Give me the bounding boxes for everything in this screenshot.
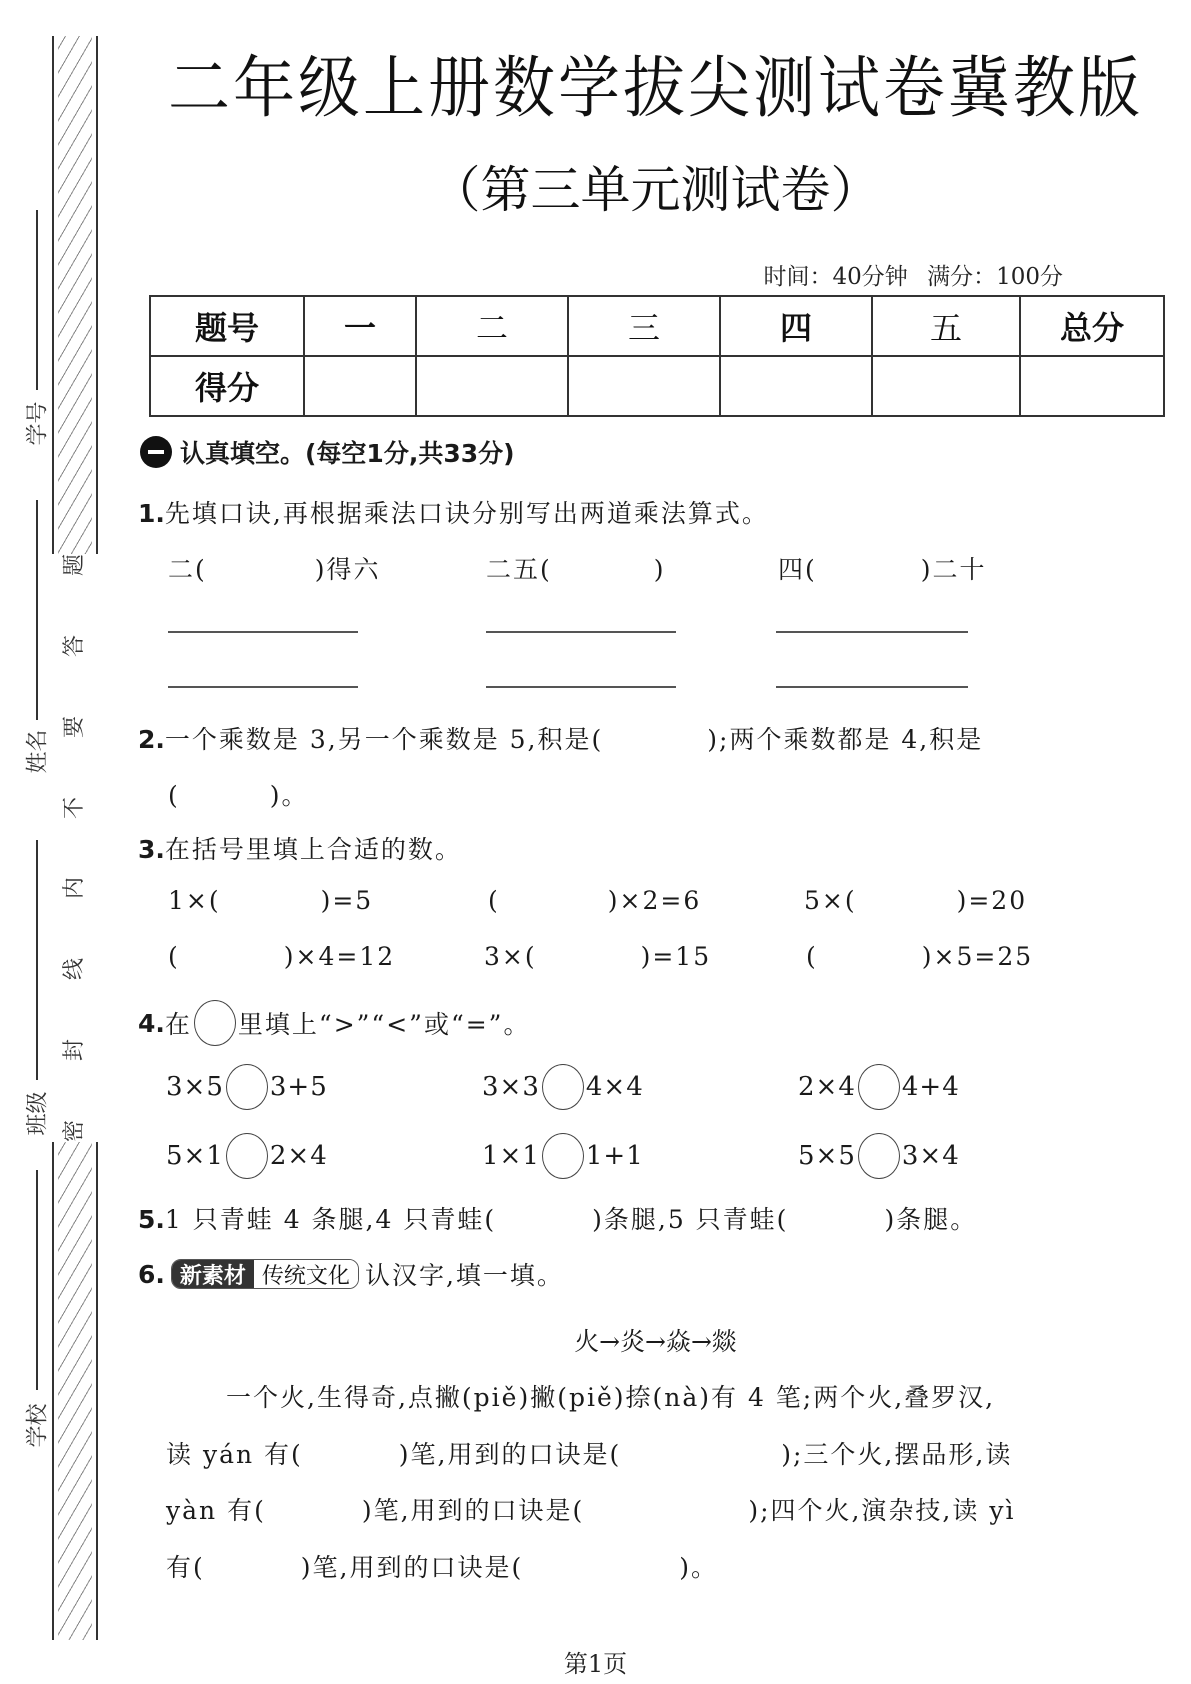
compare-circle[interactable] bbox=[542, 1133, 584, 1179]
class-line[interactable] bbox=[36, 840, 38, 1080]
q3-equation bbox=[484, 942, 711, 971]
header-cell: 五 bbox=[872, 296, 1020, 356]
class-label: 班级 bbox=[25, 1091, 51, 1136]
question-2 bbox=[138, 720, 983, 756]
compare-left: 3×3 bbox=[482, 1072, 540, 1102]
question-2-cont bbox=[168, 776, 309, 812]
paragraph-text: )笔,用到的口诀是( bbox=[398, 1440, 622, 1469]
student-id-line[interactable] bbox=[36, 210, 38, 390]
q1-suffix: )得六 bbox=[314, 555, 381, 584]
paragraph-text: 读 yán 有( bbox=[166, 1440, 303, 1469]
question-number: 4. bbox=[138, 1008, 165, 1038]
question-text: 在 bbox=[164, 1010, 192, 1039]
header-cell: 题号 bbox=[150, 296, 304, 356]
section-title: 认真填空。(每空1分,共33分) bbox=[180, 439, 515, 468]
question-text: 1 只青蛙 4 条腿,4 只青蛙( bbox=[164, 1205, 497, 1234]
seal-char: 要 bbox=[61, 715, 87, 738]
score-cell[interactable] bbox=[568, 356, 720, 416]
q1-suffix: ) bbox=[653, 555, 666, 584]
circle-icon bbox=[194, 1000, 236, 1046]
compare-left: 2×4 bbox=[798, 1072, 856, 1102]
header-cell: 一 bbox=[304, 296, 416, 356]
question-number: 1. bbox=[138, 499, 165, 528]
answer-line[interactable] bbox=[168, 631, 358, 633]
question-text: )条腿,5 只青蛙( bbox=[592, 1205, 789, 1234]
score-cell[interactable] bbox=[720, 356, 872, 416]
question-text: 里填上“>”“<”或“=”。 bbox=[237, 1010, 531, 1039]
paragraph-text: );三个火,摆品形,读 bbox=[781, 1440, 1013, 1469]
eq-pre: 5×( bbox=[804, 886, 857, 915]
compare-right: 1+1 bbox=[585, 1141, 644, 1171]
question-1 bbox=[138, 494, 769, 530]
eq-pre: ( bbox=[488, 886, 500, 915]
q1-suffix: )二十 bbox=[920, 555, 987, 584]
question-text: )。 bbox=[269, 781, 309, 810]
eq-pre: 1×( bbox=[168, 886, 221, 915]
score-table-row bbox=[150, 356, 1164, 416]
section-number-badge-icon bbox=[140, 436, 172, 468]
question-number: 5. bbox=[138, 1205, 165, 1234]
name-field[interactable] bbox=[8, 500, 51, 780]
question-3 bbox=[138, 830, 462, 866]
q6-paragraph-line-1 bbox=[226, 1378, 995, 1414]
eq-post: )=15 bbox=[640, 942, 712, 971]
character-chain: 火→炎→焱→燚 bbox=[574, 1327, 737, 1356]
score-cell[interactable] bbox=[416, 356, 568, 416]
seal-char: 不 bbox=[61, 796, 87, 819]
answer-line[interactable] bbox=[486, 631, 676, 633]
compare-item bbox=[798, 1064, 960, 1110]
q3-equation bbox=[488, 886, 701, 915]
eq-pre: ( bbox=[168, 942, 180, 971]
question-text: 认汉字,填一填。 bbox=[364, 1261, 564, 1290]
binding-margin bbox=[52, 36, 98, 1640]
compare-right: 3×4 bbox=[901, 1141, 960, 1171]
full-score: 满分：100分 bbox=[927, 264, 1063, 290]
answer-line[interactable] bbox=[776, 686, 968, 688]
compare-right: 4×4 bbox=[585, 1072, 644, 1102]
compare-left: 5×1 bbox=[166, 1141, 224, 1171]
compare-circle[interactable] bbox=[226, 1064, 268, 1110]
compare-circle[interactable] bbox=[542, 1064, 584, 1110]
header-cell: 总分 bbox=[1020, 296, 1164, 356]
answer-line[interactable] bbox=[486, 686, 676, 688]
page-number: 第1页 bbox=[563, 1650, 628, 1678]
tag-traditional-culture: 传统文化 bbox=[254, 1259, 358, 1289]
paragraph-text: );四个火,演杂技,读 yì bbox=[748, 1496, 1016, 1525]
q6-paragraph-line-2 bbox=[166, 1435, 1012, 1471]
eq-post: )×5=25 bbox=[921, 942, 1034, 971]
compare-left: 3×5 bbox=[166, 1072, 224, 1102]
compare-circle[interactable] bbox=[858, 1133, 900, 1179]
score-table bbox=[149, 295, 1165, 417]
score-cell[interactable] bbox=[1020, 356, 1164, 416]
seal-char: 密 bbox=[61, 1119, 87, 1142]
paragraph-text: )。 bbox=[679, 1553, 718, 1582]
q1-item-2 bbox=[486, 550, 666, 586]
q3-equation bbox=[168, 942, 395, 971]
page-title: 二年级上册数学拔尖测试卷冀教版 bbox=[167, 48, 1143, 128]
name-line[interactable] bbox=[36, 500, 38, 720]
student-info-fields bbox=[8, 210, 51, 1470]
compare-item bbox=[166, 1133, 328, 1179]
section-heading bbox=[140, 434, 515, 470]
school-field[interactable] bbox=[8, 1170, 51, 1470]
seal-char: 答 bbox=[61, 634, 87, 657]
question-number: 3. bbox=[138, 835, 165, 864]
eq-post: )=20 bbox=[956, 886, 1028, 915]
eq-post: )×4=12 bbox=[283, 942, 396, 971]
question-text: )条腿。 bbox=[884, 1205, 978, 1234]
header-cell: 二 bbox=[416, 296, 568, 356]
q1-item-3 bbox=[778, 550, 987, 586]
compare-circle[interactable] bbox=[858, 1064, 900, 1110]
question-number: 6. bbox=[138, 1259, 165, 1289]
question-number: 2. bbox=[138, 725, 165, 754]
eq-pre: 3×( bbox=[484, 942, 537, 971]
q1-prefix: 二五( bbox=[486, 555, 552, 584]
q1-item-1 bbox=[168, 550, 381, 586]
eq-post: )×2=6 bbox=[607, 886, 702, 915]
question-5 bbox=[138, 1200, 977, 1236]
score-table-header bbox=[150, 296, 1164, 356]
seal-char: 内 bbox=[61, 877, 87, 900]
paragraph-text: 有( bbox=[166, 1553, 205, 1582]
q1-prefix: 二( bbox=[168, 555, 207, 584]
question-text: 先填口诀,再根据乘法口诀分别写出两道乘法算式。 bbox=[164, 499, 769, 528]
name-label: 姓名 bbox=[25, 729, 51, 774]
score-cell[interactable] bbox=[304, 356, 416, 416]
compare-right: 2×4 bbox=[269, 1141, 328, 1171]
question-text: 在括号里填上合适的数。 bbox=[164, 835, 462, 864]
tag-new-material: 新素材 bbox=[172, 1260, 254, 1288]
row-label: 得分 bbox=[150, 356, 304, 416]
page-subtitle: （第三单元测试卷） bbox=[430, 161, 881, 219]
compare-left: 1×1 bbox=[482, 1141, 540, 1171]
student-id-field[interactable] bbox=[8, 210, 51, 450]
q1-prefix: 四( bbox=[778, 555, 817, 584]
paragraph-text: yàn 有( bbox=[166, 1496, 266, 1525]
seal-char: 题 bbox=[61, 553, 87, 577]
q6-paragraph-line-3 bbox=[166, 1491, 1015, 1527]
answer-line[interactable] bbox=[168, 686, 358, 688]
question-text: ( bbox=[168, 781, 180, 810]
paragraph-text: )笔,用到的口诀是( bbox=[361, 1496, 585, 1525]
q3-equation bbox=[806, 942, 1033, 971]
hatch-bottom bbox=[58, 1142, 92, 1640]
paragraph-text: )笔,用到的口诀是( bbox=[300, 1553, 524, 1582]
compare-right: 4+4 bbox=[901, 1072, 960, 1102]
q6-paragraph-line-4 bbox=[166, 1548, 718, 1584]
eq-post: )=5 bbox=[320, 886, 374, 915]
score-cell[interactable] bbox=[872, 356, 1020, 416]
school-label: 学校 bbox=[25, 1403, 51, 1448]
q3-equation bbox=[168, 886, 373, 915]
category-tag bbox=[171, 1259, 359, 1289]
header-cell: 四 bbox=[720, 296, 872, 356]
header-cell: 三 bbox=[568, 296, 720, 356]
compare-item bbox=[482, 1133, 644, 1179]
paragraph-text: 一个火,生得奇,点撇(piě)撇(piě)捺(nà)有 4 笔;两个火,叠罗汉, bbox=[226, 1383, 996, 1412]
seal-char: 线 bbox=[61, 958, 87, 981]
compare-item bbox=[482, 1064, 644, 1110]
eq-pre: ( bbox=[806, 942, 818, 971]
question-4 bbox=[138, 1000, 530, 1046]
q3-equation bbox=[804, 886, 1027, 915]
answer-line[interactable] bbox=[776, 631, 968, 633]
question-text: 一个乘数是 3,另一个乘数是 5,积是( bbox=[164, 725, 604, 754]
question-6 bbox=[138, 1256, 564, 1292]
exam-meta bbox=[764, 258, 1064, 291]
time-limit: 时间：40分钟 bbox=[763, 264, 908, 290]
seal-char: 封 bbox=[61, 1039, 87, 1062]
compare-circle[interactable] bbox=[226, 1133, 268, 1179]
class-field[interactable] bbox=[8, 840, 51, 1140]
compare-right: 3+5 bbox=[269, 1072, 328, 1102]
seal-line-text bbox=[52, 554, 98, 1142]
question-text: );两个乘数都是 4,积是 bbox=[707, 725, 984, 754]
compare-item bbox=[798, 1133, 960, 1179]
compare-item bbox=[166, 1064, 328, 1110]
compare-left: 5×5 bbox=[798, 1141, 856, 1171]
student-id-label: 学号 bbox=[25, 401, 51, 446]
